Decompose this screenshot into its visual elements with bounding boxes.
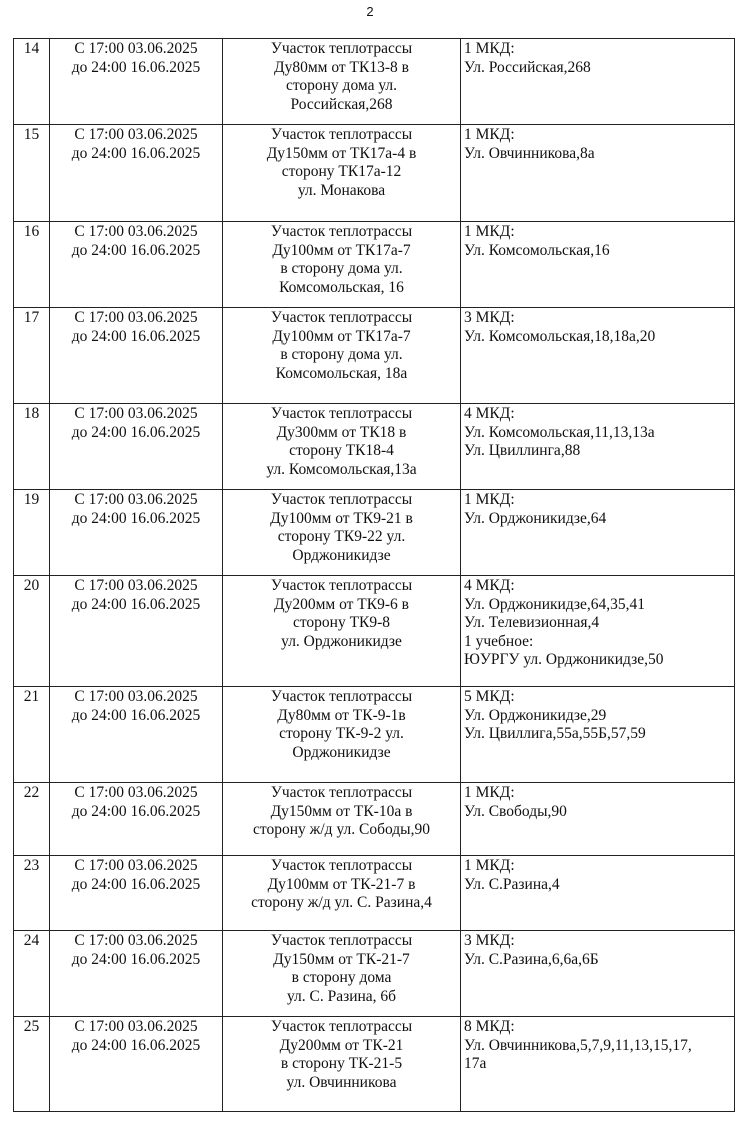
- pipeline-section-line: Ду100мм от ТК17а-7: [272, 327, 411, 345]
- pipeline-section: [223, 687, 461, 783]
- outage-period-line: до 24:00 16.06.2025: [71, 950, 201, 968]
- outage-period-line: до 24:00 16.06.2025: [71, 327, 201, 345]
- row-number: 25: [14, 1017, 50, 1112]
- row-number: 17: [14, 308, 50, 404]
- table-row: [14, 490, 735, 576]
- pipeline-section: [223, 490, 461, 576]
- outage-period-line: С 17:00 03.06.2025: [74, 405, 198, 422]
- pipeline-section-line: Комсомольская, 16: [279, 278, 404, 296]
- outage-period: [50, 576, 223, 687]
- outage-period-line: С 17:00 03.06.2025: [74, 223, 198, 240]
- affected-buildings: [461, 856, 735, 931]
- pipeline-section-line: Ду150мм от ТК-21-7: [273, 950, 410, 968]
- affected-buildings-line: 3 МКД:: [464, 309, 515, 326]
- affected-buildings-line: Ул. Овчинникова,8а: [464, 144, 595, 162]
- pipeline-section-line: Ду100мм от ТК-21-7 в: [267, 875, 416, 893]
- table-row: [14, 783, 735, 856]
- pipeline-section-line: ул. Орджоникидзе: [281, 632, 402, 650]
- affected-buildings-line: Ул. Свободы,90: [464, 802, 567, 820]
- pipeline-section-line: Участок теплотрассы: [270, 309, 413, 326]
- pipeline-section-line: Ду80мм от ТК-9-1в: [277, 706, 406, 724]
- row-number: 22: [14, 783, 50, 856]
- outage-period-line: С 17:00 03.06.2025: [74, 126, 198, 143]
- affected-buildings-line: 8 МКД:: [464, 1018, 515, 1035]
- table-row: [14, 1017, 735, 1112]
- affected-buildings-line: Ул. Цвиллинга,88: [464, 442, 581, 460]
- affected-buildings-line: 4 МКД:: [464, 577, 515, 594]
- pipeline-section: [223, 1017, 461, 1112]
- table-row: [14, 222, 735, 308]
- pipeline-section-line: Комсомольская, 18а: [275, 364, 408, 382]
- pipeline-section-line: Участок теплотрассы: [270, 688, 413, 705]
- outage-period-line: до 24:00 16.06.2025: [71, 509, 201, 527]
- outage-period-line: С 17:00 03.06.2025: [74, 857, 198, 874]
- pipeline-section-line: Ду150мм от ТК-10а в: [270, 802, 413, 820]
- row-number: 18: [14, 404, 50, 490]
- affected-buildings-line: Ул. С.Разина,6,6а,6Б: [464, 950, 599, 968]
- affected-buildings-line: 1 МКД:: [464, 223, 515, 240]
- pipeline-section-line: ул. С. Разина, 6б: [286, 987, 397, 1005]
- pipeline-section: [223, 404, 461, 490]
- outage-period: [50, 687, 223, 783]
- pipeline-section-line: в сторону дома: [291, 969, 392, 987]
- pipeline-section-line: в сторону ТК-21-5: [280, 1055, 403, 1073]
- affected-buildings-line: 1 МКД:: [464, 40, 515, 57]
- affected-buildings-line: Ул. Орджоникидзе,64: [464, 509, 607, 527]
- pipeline-section-line: ул. Овчинникова: [286, 1073, 397, 1091]
- outage-period-line: С 17:00 03.06.2025: [74, 932, 198, 949]
- affected-buildings-line: 1 МКД:: [464, 784, 515, 801]
- affected-buildings-line: Ул. Комсомольская,11,13,13а: [464, 423, 655, 441]
- table-row: [14, 687, 735, 783]
- outage-period: [50, 856, 223, 931]
- table-row: [14, 39, 735, 125]
- outage-period-line: до 24:00 16.06.2025: [71, 144, 201, 162]
- row-number: 14: [14, 39, 50, 125]
- page-number: 2: [366, 4, 374, 19]
- pipeline-section-line: Орджоникидзе: [292, 743, 391, 761]
- pipeline-section-line: Участок теплотрассы: [270, 40, 413, 57]
- row-number: 20: [14, 576, 50, 687]
- table-row: [14, 308, 735, 404]
- pipeline-section-line: сторону ТК-9-2 ул.: [279, 725, 404, 743]
- table-row: [14, 404, 735, 490]
- affected-buildings: [461, 490, 735, 576]
- outage-period-line: до 24:00 16.06.2025: [71, 58, 201, 76]
- outage-period: [50, 404, 223, 490]
- outage-period-line: С 17:00 03.06.2025: [74, 40, 198, 57]
- affected-buildings-line: 1 учебное:: [464, 632, 534, 650]
- pipeline-section-line: ул. Монакова: [297, 181, 386, 199]
- affected-buildings: [461, 1017, 735, 1112]
- affected-buildings-line: 4 МКД:: [464, 405, 515, 422]
- outage-schedule-table: [13, 38, 735, 1112]
- pipeline-section-line: сторону ТК17а-12: [281, 163, 402, 181]
- outage-period-line: до 24:00 16.06.2025: [71, 875, 201, 893]
- pipeline-section-line: сторону ТК9-8: [292, 614, 391, 632]
- table-row: [14, 856, 735, 931]
- pipeline-section: [223, 931, 461, 1017]
- row-number: 19: [14, 490, 50, 576]
- pipeline-section-line: Ду200мм от ТК-21: [279, 1036, 404, 1054]
- row-number: 23: [14, 856, 50, 931]
- affected-buildings: [461, 687, 735, 783]
- outage-period: [50, 931, 223, 1017]
- pipeline-section-line: сторону ж/д ул. Сободы,90: [253, 821, 430, 839]
- pipeline-section-line: сторону ТК18-4: [289, 442, 394, 460]
- outage-period-line: С 17:00 03.06.2025: [74, 577, 198, 594]
- outage-period: [50, 490, 223, 576]
- pipeline-section-line: Участок теплотрассы: [270, 405, 413, 422]
- pipeline-section-line: в сторону дома ул.: [280, 260, 403, 278]
- outage-period-line: до 24:00 16.06.2025: [71, 241, 201, 259]
- affected-buildings-line: Ул. С.Разина,4: [464, 875, 560, 893]
- pipeline-section-line: Орджоникидзе: [292, 546, 391, 564]
- pipeline-section-line: Ду300мм от ТК18 в: [276, 423, 407, 441]
- affected-buildings-line: Ул. Комсомольская,18,18а,20: [464, 327, 656, 345]
- outage-period-line: С 17:00 03.06.2025: [74, 784, 198, 801]
- outage-period: [50, 125, 223, 222]
- outage-period-line: С 17:00 03.06.2025: [74, 309, 198, 326]
- affected-buildings: [461, 576, 735, 687]
- pipeline-section-line: сторону ТК9-22 ул.: [277, 528, 406, 546]
- outage-period-line: С 17:00 03.06.2025: [74, 688, 198, 705]
- pipeline-section-line: Участок теплотрассы: [270, 1018, 413, 1035]
- pipeline-section: [223, 576, 461, 687]
- affected-buildings-line: ЮУРГУ ул. Орджоникидзе,50: [464, 651, 664, 669]
- affected-buildings: [461, 222, 735, 308]
- affected-buildings-line: Ул. Овчинникова,5,7,9,11,13,15,17,: [464, 1036, 692, 1054]
- pipeline-section-line: Российская,268: [290, 95, 393, 113]
- affected-buildings-line: 1 МКД:: [464, 126, 515, 143]
- table-row: [14, 576, 735, 687]
- pipeline-section: [223, 856, 461, 931]
- pipeline-section-line: Ду100мм от ТК17а-7: [272, 241, 411, 259]
- pipeline-section-line: сторону дома ул.: [285, 77, 398, 95]
- affected-buildings-line: 1 МКД:: [464, 857, 515, 874]
- outage-period-line: до 24:00 16.06.2025: [71, 595, 201, 613]
- affected-buildings-line: Ул. Российская,268: [464, 58, 591, 76]
- outage-period: [50, 222, 223, 308]
- affected-buildings-line: 3 МКД:: [464, 932, 515, 949]
- pipeline-section-line: Ду100мм от ТК9-21 в: [270, 509, 413, 527]
- pipeline-section: [223, 39, 461, 125]
- pipeline-section: [223, 222, 461, 308]
- pipeline-section-line: Участок теплотрассы: [270, 932, 413, 949]
- pipeline-section-line: Участок теплотрассы: [270, 857, 413, 874]
- pipeline-section: [223, 783, 461, 856]
- affected-buildings-line: Ул. Комсомольская,16: [464, 241, 610, 259]
- row-number: 15: [14, 125, 50, 222]
- affected-buildings-line: 5 МКД:: [464, 688, 515, 705]
- pipeline-section: [223, 308, 461, 404]
- outage-period: [50, 39, 223, 125]
- pipeline-section-line: Участок теплотрассы: [270, 577, 413, 594]
- pipeline-section-line: Ду200мм от ТК9-6 в: [274, 595, 409, 613]
- pipeline-section-line: Участок теплотрассы: [270, 491, 413, 508]
- affected-buildings-line: 17а: [464, 1055, 487, 1073]
- row-number: 16: [14, 222, 50, 308]
- outage-period-line: до 24:00 16.06.2025: [71, 802, 201, 820]
- outage-period-line: С 17:00 03.06.2025: [74, 1018, 198, 1035]
- table-row: [14, 125, 735, 222]
- pipeline-section-line: Ду80мм от ТК13-8 в: [274, 58, 409, 76]
- affected-buildings: [461, 783, 735, 856]
- pipeline-section-line: Ду150мм от ТК17а-4 в: [266, 144, 417, 162]
- outage-period: [50, 308, 223, 404]
- table-row: [14, 931, 735, 1017]
- pipeline-section: [223, 125, 461, 222]
- outage-period-line: до 24:00 16.06.2025: [71, 1036, 201, 1054]
- pipeline-section-line: ул. Комсомольская,13а: [266, 460, 417, 478]
- affected-buildings-line: Ул. Орджоникидзе,64,35,41: [464, 595, 646, 613]
- pipeline-section-line: в сторону дома ул.: [280, 346, 403, 364]
- affected-buildings: [461, 931, 735, 1017]
- outage-period: [50, 783, 223, 856]
- affected-buildings-line: Ул. Орджоникидзе,29: [464, 706, 607, 724]
- pipeline-section-line: Участок теплотрассы: [270, 126, 413, 143]
- outage-period-line: до 24:00 16.06.2025: [71, 706, 201, 724]
- affected-buildings-line: Ул. Телевизионная,4: [464, 614, 600, 632]
- affected-buildings: [461, 125, 735, 222]
- pipeline-section-line: Участок теплотрассы: [270, 784, 413, 801]
- row-number: 21: [14, 687, 50, 783]
- outage-period-line: до 24:00 16.06.2025: [71, 423, 201, 441]
- affected-buildings: [461, 39, 735, 125]
- affected-buildings-line: 1 МКД:: [464, 491, 515, 508]
- pipeline-section-line: сторону ж/д ул. С. Разина,4: [251, 894, 432, 912]
- outage-period-line: С 17:00 03.06.2025: [74, 491, 198, 508]
- outage-period: [50, 1017, 223, 1112]
- affected-buildings-line: Ул. Цвиллига,55а,55Б,57,59: [464, 725, 646, 743]
- affected-buildings: [461, 404, 735, 490]
- row-number: 24: [14, 931, 50, 1017]
- pipeline-section-line: Участок теплотрассы: [270, 223, 413, 240]
- affected-buildings: [461, 308, 735, 404]
